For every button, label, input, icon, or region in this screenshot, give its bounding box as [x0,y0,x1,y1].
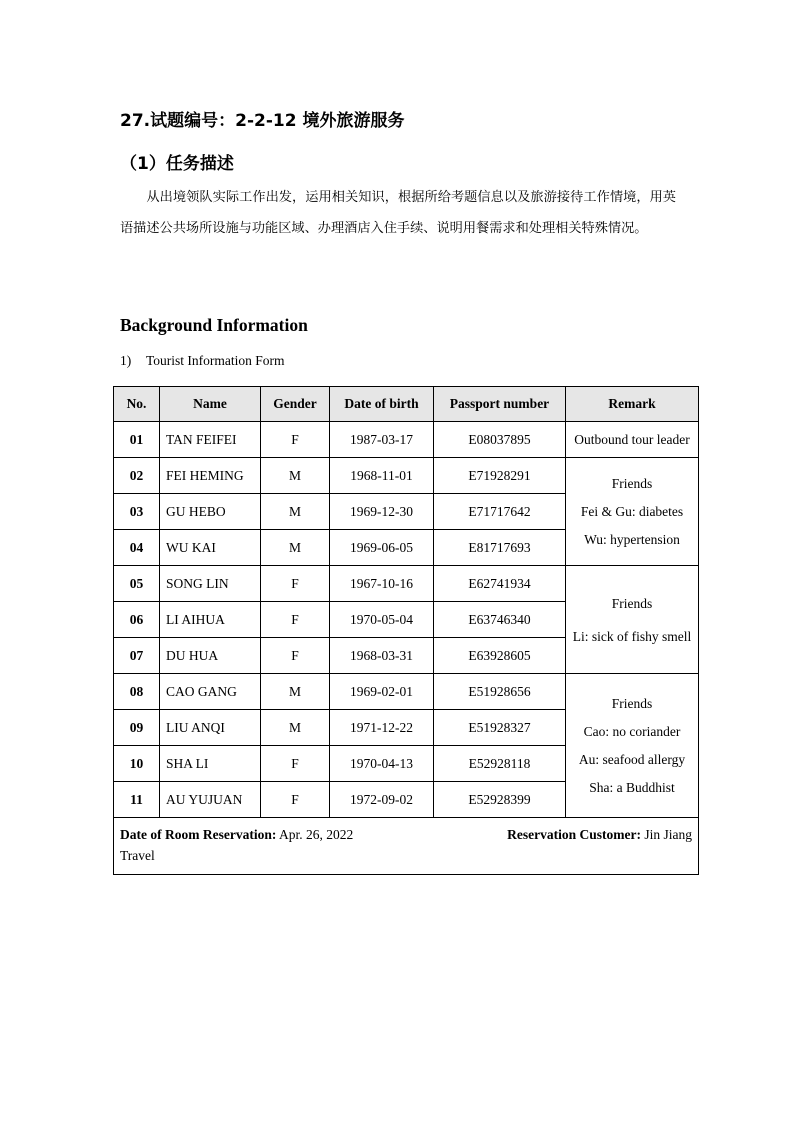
cell-dob: 1969-12-30 [330,494,434,530]
task-description: 从出境领队实际工作出发，运用相关知识，根据所给考题信息以及旅游接待工作情境，用英语描述公共场所设施与功能区域、办理酒店入住手续、说明用餐需求和处理相关特殊情况。 [120,190,676,236]
cell-name: LIU ANQI [160,710,261,746]
cell-dob: 1970-05-04 [330,602,434,638]
cell-passport: E51928656 [434,674,566,710]
cell-no: 10 [114,746,160,782]
cell-no: 11 [114,782,160,818]
cell-passport: E52928399 [434,782,566,818]
cell-gender: F [261,602,330,638]
cell-no: 02 [114,458,160,494]
table-row [114,422,699,458]
cell-name: CAO GANG [160,674,261,710]
cell-gender: F [261,638,330,674]
cell-gender: F [261,746,330,782]
header-remark: Remark [566,387,699,422]
header-name: Name [160,387,261,422]
cell-no: 04 [114,530,160,566]
header-gender: Gender [261,387,330,422]
cell-no: 07 [114,638,160,674]
cell-name: AU YUJUAN [160,782,261,818]
cell-no: 01 [114,422,160,458]
cell-passport: E71928291 [434,458,566,494]
cell-name: LI AIHUA [160,602,261,638]
cell-name: WU KAI [160,530,261,566]
form-caption-text: Tourist Information Form [146,353,285,368]
cell-remark-group-2 [566,458,699,566]
cell-no: 09 [114,710,160,746]
question-title: 27.试题编号：2-2-12 境外旅游服务 [120,111,405,131]
remark-line: Li: sick of fishy smell [572,628,692,644]
reservation-customer [507,824,692,845]
cell-remark: Outbound tour leader [566,422,699,458]
remark-line: Sha: a Buddhist [589,779,675,795]
cell-passport: E63928605 [434,638,566,674]
remark-line: Au: seafood allergy [578,751,686,767]
cell-passport: E08037895 [434,422,566,458]
table-row [114,458,699,494]
cell-gender: M [261,674,330,710]
reservation-customer-value-cont: Travel [120,848,155,863]
cell-no: 05 [114,566,160,602]
remark-line: Friends [611,475,653,491]
cell-passport: E62741934 [434,566,566,602]
cell-name: FEI HEMING [160,458,261,494]
cell-name: TAN FEIFEI [160,422,261,458]
header-no: No. [114,387,160,422]
remark-line: Friends [611,595,653,611]
cell-dob: 1987-03-17 [330,422,434,458]
cell-name: SONG LIN [160,566,261,602]
cell-name: GU HEBO [160,494,261,530]
form-caption [120,353,285,369]
cell-dob: 1971-12-22 [330,710,434,746]
table-footer-row [114,818,699,875]
reservation-info [114,818,699,875]
cell-gender: M [261,458,330,494]
cell-dob: 1968-03-31 [330,638,434,674]
header-passport-number: Passport number [434,387,566,422]
remark-line: Fei & Gu: diabetes [580,503,684,519]
cell-passport: E52928118 [434,746,566,782]
cell-passport: E63746340 [434,602,566,638]
header-date-of-birth: Date of birth [330,387,434,422]
cell-passport: E71717642 [434,494,566,530]
background-title: Background Information [120,315,308,335]
cell-remark-group-3 [566,566,699,674]
remark-line: Wu: hypertension [584,531,680,547]
reservation-customer-label: Reservation Customer: [507,827,641,842]
cell-name: SHA LI [160,746,261,782]
cell-name: DU HUA [160,638,261,674]
reservation-date-label: Date of Room Reservation: [120,827,277,842]
cell-dob: 1970-04-13 [330,746,434,782]
cell-gender: F [261,782,330,818]
reservation-date [120,824,353,845]
cell-gender: M [261,710,330,746]
cell-no: 08 [114,674,160,710]
cell-dob: 1968-11-01 [330,458,434,494]
cell-no: 06 [114,602,160,638]
form-caption-number: 1) [120,353,132,368]
table-header-row [114,387,699,422]
cell-gender: F [261,422,330,458]
cell-no: 03 [114,494,160,530]
table-row [114,566,699,602]
cell-passport: E51928327 [434,710,566,746]
reservation-date-value: Apr. 26, 2022 [278,827,354,842]
cell-dob: 1969-02-01 [330,674,434,710]
cell-dob: 1972-09-02 [330,782,434,818]
cell-dob: 1969-06-05 [330,530,434,566]
cell-gender: M [261,530,330,566]
table-row [114,674,699,710]
reservation-customer-value: Jin Jiang [644,827,692,842]
cell-gender: F [261,566,330,602]
cell-remark-group-4 [566,674,699,818]
remark-line: Friends [611,695,653,711]
cell-passport: E81717693 [434,530,566,566]
section-title: （1）任务描述 [120,154,234,174]
cell-gender: M [261,494,330,530]
tourist-information-table [113,386,699,875]
cell-dob: 1967-10-16 [330,566,434,602]
remark-line: Cao: no coriander [583,723,681,739]
